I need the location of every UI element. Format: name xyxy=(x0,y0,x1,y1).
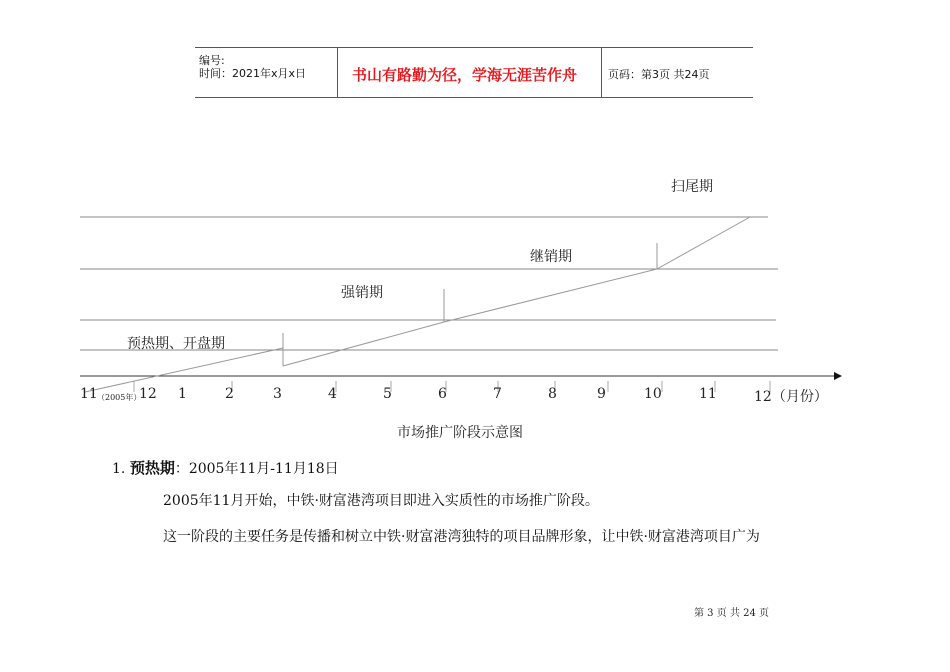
x-axis-arrow xyxy=(834,372,842,380)
tick-label: 1 xyxy=(178,386,187,402)
trend-segment-continue xyxy=(444,269,657,322)
section-date-range: ：2005年11月-11月18日 xyxy=(174,461,339,477)
paragraph: 2005年11月开始，中铁·财富港湾项目即进入实质性的市场推广阶段。 xyxy=(163,493,599,509)
trend-segment-tail xyxy=(657,217,750,269)
section-heading xyxy=(112,457,339,478)
diagram-caption: 市场推广阶段示意图 xyxy=(397,425,523,441)
time-label: 时间：2021年x月x日 xyxy=(199,67,307,80)
section-number: 1. xyxy=(112,461,126,477)
tick-label: 10 xyxy=(644,386,662,402)
tick-label: 6 xyxy=(438,386,447,402)
phase-label-preheat: 预热期、开盘期 xyxy=(127,336,225,352)
tick-label: 9 xyxy=(597,386,606,402)
tick-label: 7 xyxy=(493,386,502,402)
tick-label: 12 xyxy=(139,386,157,402)
phase-label-strong: 强销期 xyxy=(341,285,383,301)
tick-label: 8 xyxy=(548,386,557,402)
phase-label-tail: 扫尾期 xyxy=(671,179,713,195)
tick-label: 3 xyxy=(273,386,282,402)
section-title: 预热期 xyxy=(129,459,175,477)
paragraph: 这一阶段的主要任务是传播和树立中铁·财富港湾独特的项目品牌形象，让中铁·财富港湾项目广为 xyxy=(163,529,760,545)
tick-label: 2 xyxy=(225,386,234,402)
tick-label: 11 xyxy=(699,386,717,402)
page-footer: 第 3 页 共 24 页 xyxy=(694,608,769,619)
tick-label: 4 xyxy=(328,386,337,402)
motto-text: 书山有路勤为径，学海无涯苦作舟 xyxy=(352,66,578,84)
page-code: 页码：第3页 共24页 xyxy=(608,68,710,81)
number-label: 编号: xyxy=(199,54,225,67)
tick-label: 11 xyxy=(80,386,98,402)
tick-label: 5 xyxy=(383,386,392,402)
phase-label-continue: 继销期 xyxy=(530,249,572,265)
tick-year-note: （2005年） xyxy=(97,393,142,402)
tick-label: 12（月份） xyxy=(754,389,828,405)
trend-segment-strong xyxy=(283,322,444,366)
